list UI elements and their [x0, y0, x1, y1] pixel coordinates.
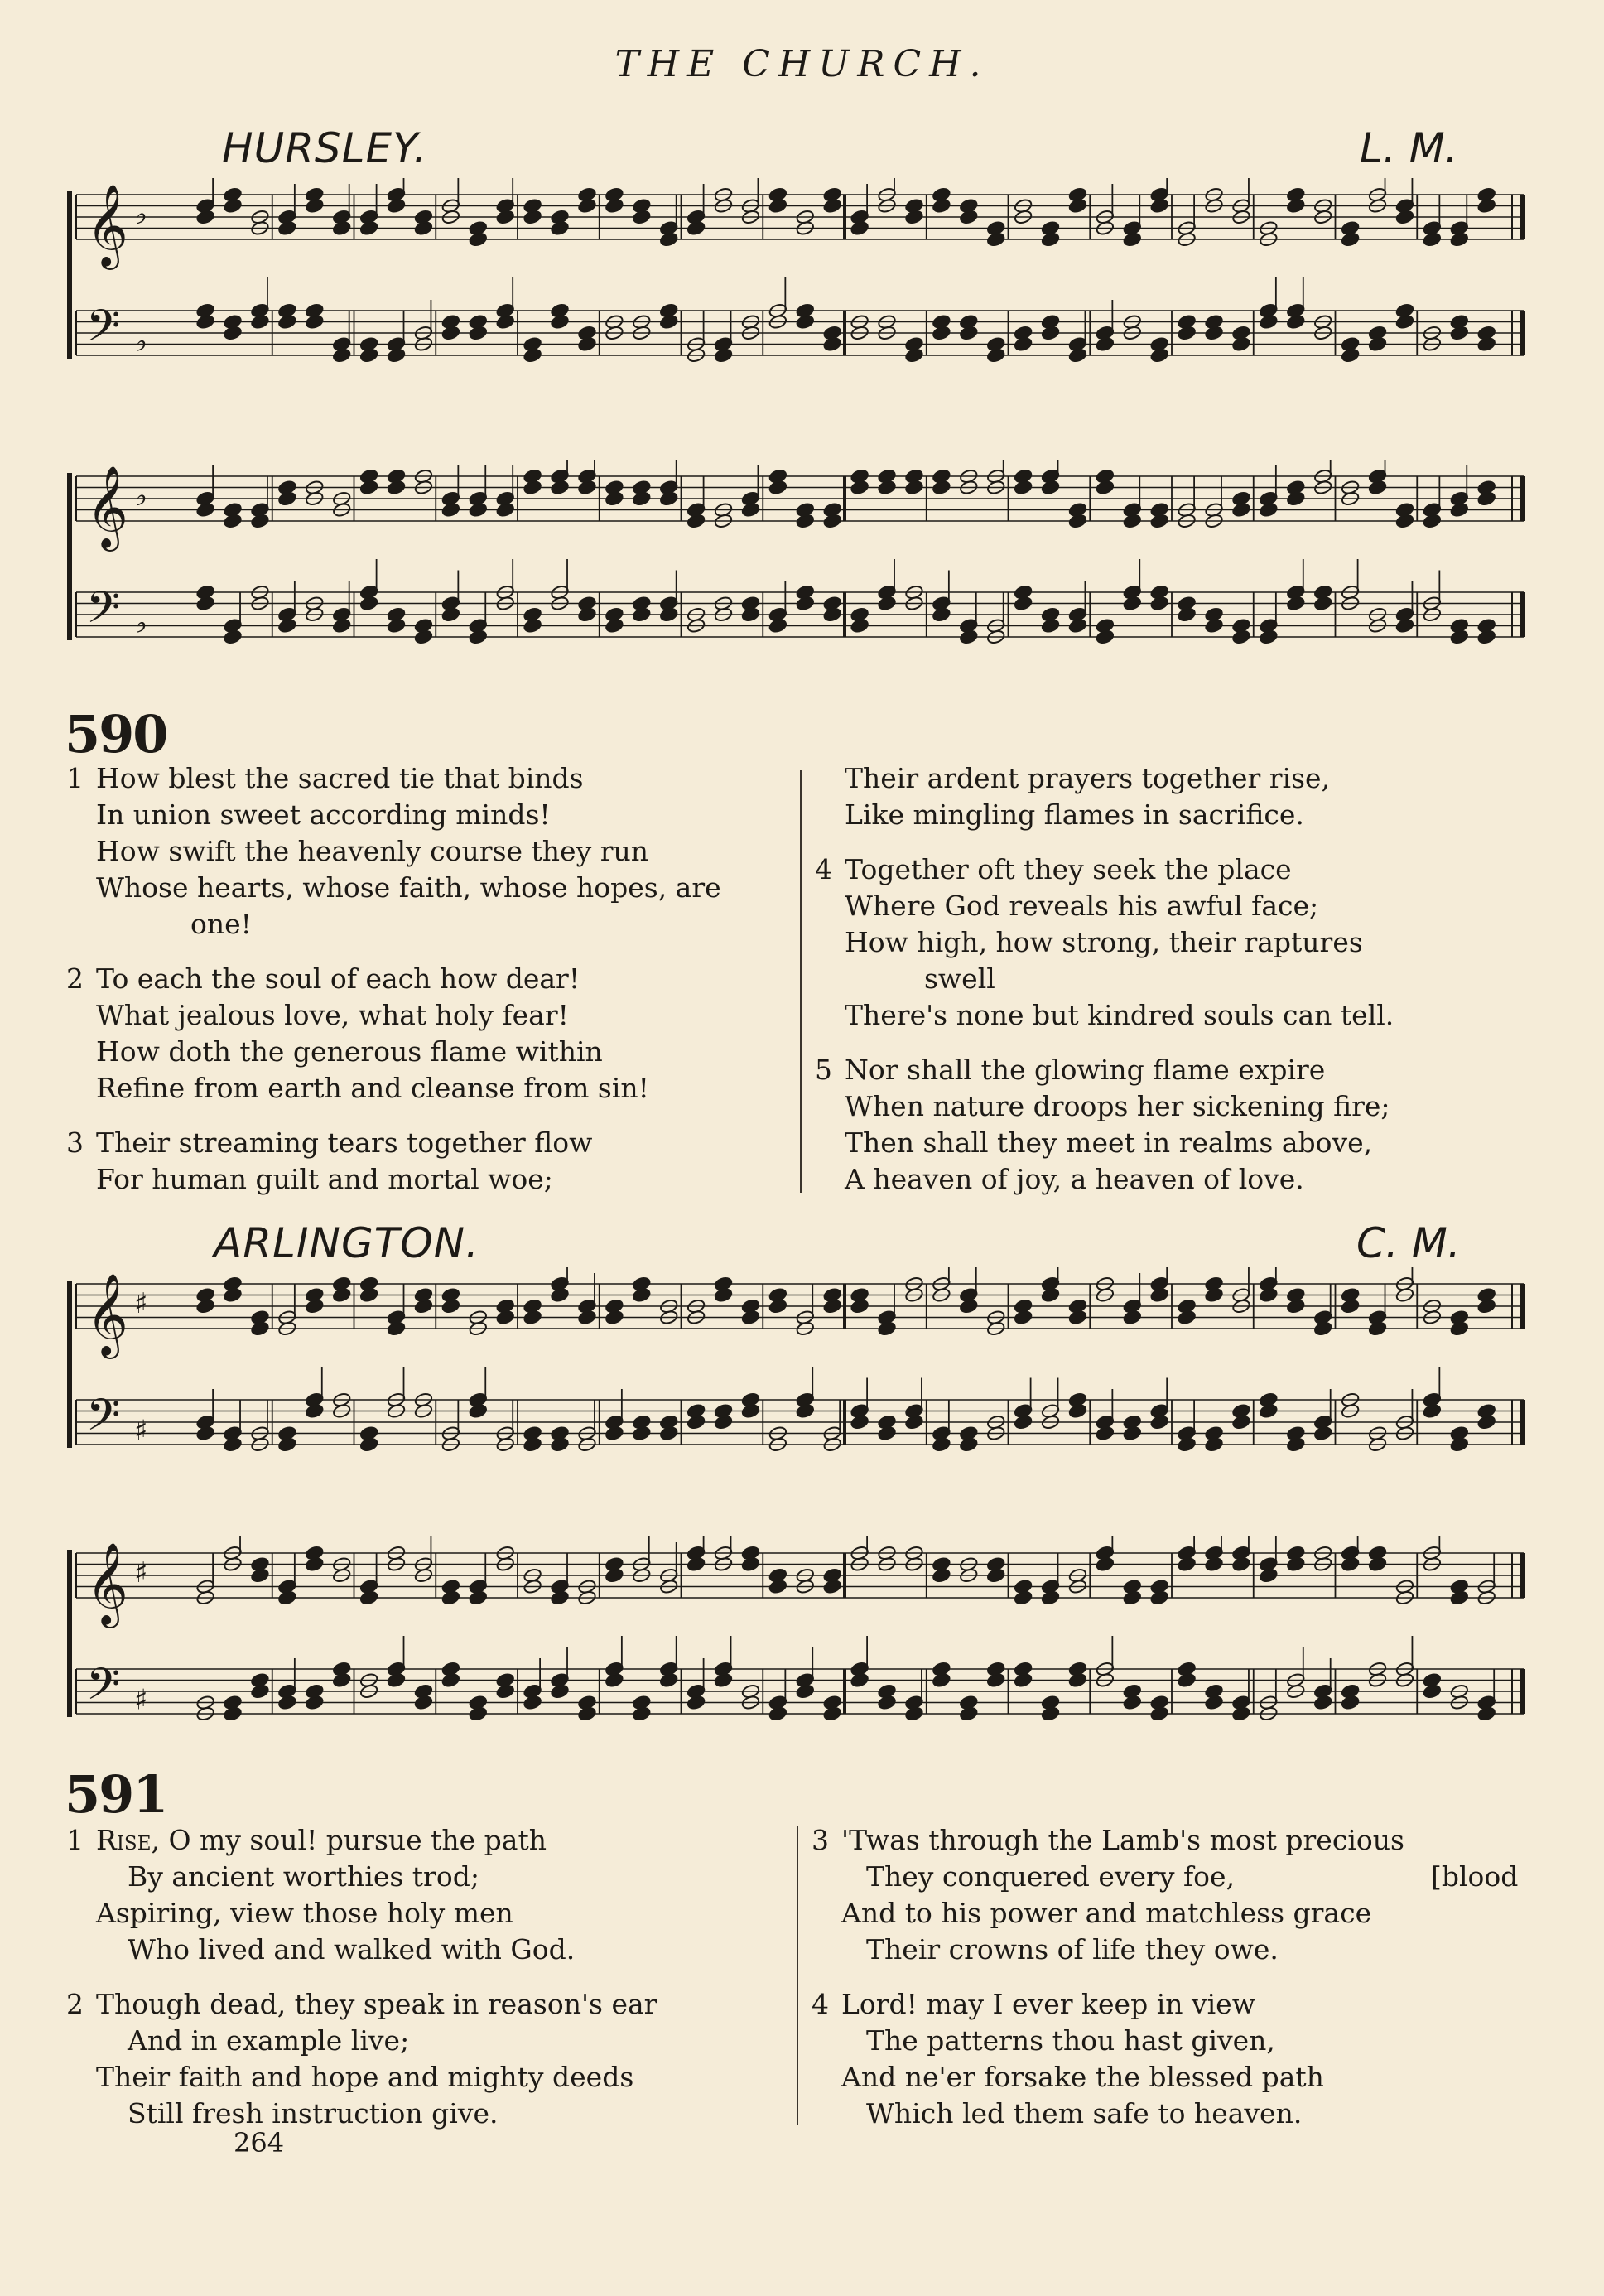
- stanza-590-2: 2 To each the soul of each how dear! What jealous love, what holy fear! How doth the generous flame within Refine from earth and cleanse from sin!: [66, 962, 649, 1104]
- stanza-591-1: 1 Rise, O my soul! pursue the path By ancient worthies trod; Aspiring, view those holy men Who lived and walked with God.: [66, 1824, 576, 1966]
- svg-text:𝄢: 𝄢: [86, 1659, 121, 1721]
- running-head: THE CHURCH.: [614, 43, 990, 85]
- hymn-number-591: 591: [65, 1764, 167, 1825]
- svg-text:𝄢: 𝄢: [86, 1390, 121, 1452]
- staff-notation: [66, 1536, 1540, 1768]
- music-system-arlington-1: [66, 1267, 1540, 1499]
- staff-notation: [66, 1267, 1540, 1499]
- tune-name-hursley: HURSLEY.: [222, 124, 428, 172]
- hymn-591-left-column: [66, 1822, 795, 2150]
- hymn-590-left-column: [66, 760, 795, 1216]
- svg-text:♭: ♭: [134, 325, 148, 359]
- music-system-hursley-1: [66, 178, 1540, 418]
- svg-text:𝄞: 𝄞: [86, 465, 128, 548]
- music-system-arlington-2: [66, 1536, 1540, 1768]
- page-number: 264: [234, 2127, 285, 2159]
- hymn-590-right-column: [815, 760, 1544, 1216]
- tune-name-arlington: ARLINGTON.: [214, 1219, 479, 1267]
- svg-text:♯: ♯: [134, 1287, 148, 1320]
- stanza-590-5: 5 Nor shall the glowing flame expire When nature droops her sickening fire; Then shall they meet in realms above, A heaven of joy, a heaven of love.: [815, 1054, 1390, 1195]
- meter-arlington: C. M.: [1356, 1219, 1461, 1267]
- column-divider-591: [797, 1826, 798, 2125]
- hymn-591-right-column: [812, 1822, 1540, 2150]
- stanza-590-1: 1 How blest the sacred tie that binds In union sweet according minds! How swift the heavenly course they run Whose hearts, whose faith, whose hopes, are one!: [66, 762, 721, 940]
- svg-text:♯: ♯: [134, 1556, 148, 1589]
- svg-text:𝄢: 𝄢: [86, 582, 121, 644]
- svg-text:𝄢: 𝄢: [86, 301, 121, 363]
- svg-text:♭: ♭: [134, 480, 148, 513]
- stanza-590-3-part1: 3 Their streaming tears together flow For human guilt and mortal woe;: [66, 1126, 593, 1195]
- stanza-591-4: 4 Lord! may I ever keep in view The patterns thou hast given, And ne'er forsake the blessed path Which led them safe to heaven.: [812, 1988, 1324, 2130]
- svg-text:♭: ♭: [134, 198, 148, 231]
- staff-notation: [66, 178, 1540, 418]
- staff-notation: [66, 460, 1540, 700]
- stanza-590-3-part2: Their ardent prayers together rise, Like mingling flames in sacrifice.: [845, 762, 1331, 831]
- stanza-591-2: 2 Though dead, they speak in reason's ear And in example live; Their faith and hope and mighty deeds Still fresh instruction give.: [66, 1988, 657, 2130]
- music-system-hursley-2: [66, 460, 1540, 700]
- svg-text:𝄞: 𝄞: [86, 1542, 128, 1625]
- svg-text:♭: ♭: [134, 606, 148, 640]
- svg-text:♯: ♯: [134, 1683, 148, 1717]
- hymn-number-590: 590: [65, 704, 167, 765]
- meter-hursley: L. M.: [1360, 124, 1458, 172]
- svg-text:𝄞: 𝄞: [86, 184, 128, 267]
- svg-text:𝄞: 𝄞: [86, 1273, 128, 1356]
- stanza-591-3: 3 'Twas through the Lamb's most precious They conquered every foe, [blood And to his power and matchless grace Their crowns of life they owe.: [812, 1824, 1519, 1966]
- column-divider: [800, 770, 802, 1193]
- svg-text:♯: ♯: [134, 1414, 148, 1448]
- stanza-590-4: 4 Together oft they seek the place Where God reveals his awful face; How high, how strong, their raptures swell There's none but kindred souls can tell.: [815, 853, 1394, 1031]
